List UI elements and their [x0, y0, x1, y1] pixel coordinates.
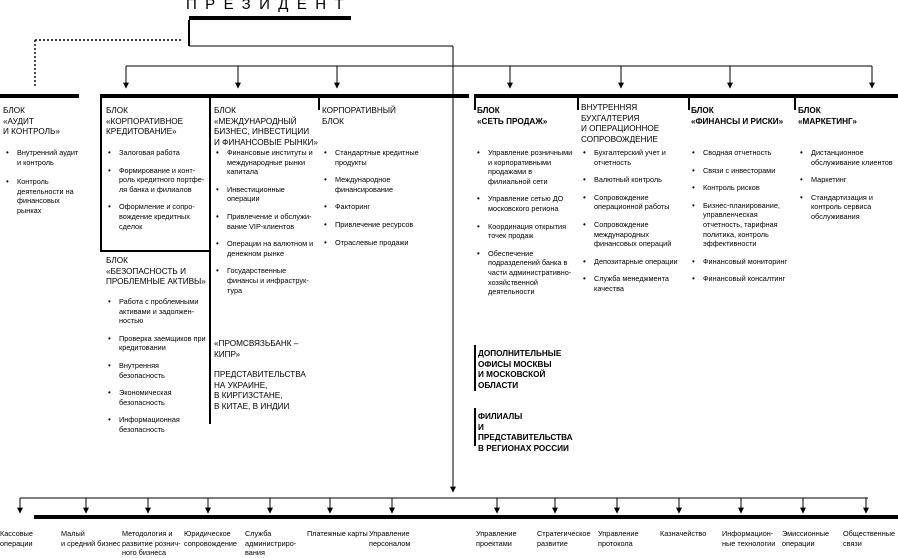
list-item: • Отраслевые продажи: [324, 238, 424, 248]
list-item: • Служба менеджмента качества: [583, 274, 687, 293]
block-intl-items: [216, 148, 316, 295]
list-item: • Связи с инвесторами: [692, 166, 792, 176]
bottom-unit-cards: Платежные карты: [307, 529, 368, 538]
list-item: • Международное финансирование: [324, 175, 424, 194]
bottom-unit-treasury: Казначейство: [660, 529, 707, 538]
moscow-offices: ДОПОЛНИТЕЛЬНЫЕ ОФИСЫ МОСКВЫ И МОСКОВСКОЙ ОБЛАСТИ: [478, 349, 562, 390]
security-divider: [100, 250, 209, 252]
bottom-bar: [34, 515, 898, 519]
block-marketing-items: [800, 148, 896, 222]
bottom-unit-cash: Кассовые операции: [0, 529, 33, 548]
bottom-unit-hr: Управление персоналом: [369, 529, 411, 548]
block-finance-title: БЛОК «ФИНАНСЫ И РИСКИ»: [691, 106, 784, 126]
promsvyazbank-cyprus: «ПРОМСВЯЗЬБАНК – КИПР»: [214, 339, 299, 359]
list-item: • Стандартные кредитные продукты: [324, 148, 424, 167]
block-intl-title: БЛОК «МЕЖДУНАРОДНЫЙ БИЗНЕС, ИНВЕСТИЦИИ И ФИНАНСОВЫЕ РЫНКИ»: [214, 106, 318, 147]
list-item: • Проверка заемщиков при кредитовании: [108, 334, 206, 353]
block-bar-audit: [0, 94, 79, 98]
bottom-unit-pr: Общественные связи: [843, 529, 896, 548]
block-audit-items: [6, 148, 80, 216]
bottom-unit-retail-methodology: Методология и развитие рознич- ного бизнеса: [122, 529, 181, 558]
list-item: • Оформление и сопро-вождение кредитных сделок: [108, 202, 206, 231]
president-bar: [189, 16, 351, 20]
list-item: • Бухгалтерский учет и отчетность: [583, 148, 687, 167]
block-accounting-items: [583, 148, 687, 294]
list-item: • Инвестиционные операции: [216, 185, 316, 204]
block-credit-title: БЛОК «КОРПОРАТИВНОЕ КРЕДИТОВАНИЕ»: [106, 106, 184, 136]
block-credit-items: [108, 148, 206, 231]
bottom-unit-protocol: Управление протокола: [598, 529, 639, 548]
block-audit-title: БЛОК «АУДИТ И КОНТРОЛЬ»: [3, 106, 60, 136]
list-item: • Валютный контроль: [583, 175, 687, 185]
bottom-unit-legal: Юридическое сопровождение: [184, 529, 237, 548]
list-item: • Обеспечение подразделений банка в части административно-хозяйственной деятельности: [477, 249, 575, 297]
block-security-title: БЛОК «БЕЗОПАСНОСТЬ И ПРОБЛЕМНЫЕ АКТИВЫ»: [106, 256, 206, 286]
list-item: • Депозитарные операции: [583, 257, 687, 267]
list-item: • Привлечение ресурсов: [324, 220, 424, 230]
list-item: • Финансовый мониторинг: [692, 257, 792, 267]
list-item: • Управление розничными и корпоративными продажами в филиальной сети: [477, 148, 575, 186]
bottom-unit-it: Информацион- ные технологии: [722, 529, 776, 548]
moscow-offices-rule: [474, 345, 476, 391]
list-item: • Стандартизация и контроль сервиса обслуживания: [800, 193, 896, 222]
separator-intl: [209, 94, 211, 424]
list-item: • Сопровождение международных финансовых операций: [583, 220, 687, 249]
block-sales-items: [477, 148, 575, 297]
list-item: • Маркетинг: [800, 175, 896, 185]
representations: ПРЕДСТАВИТЕЛЬСТВА НА УКРАИНЕ, В КИРГИЗСТАНЕ, В КИТАЕ, В ИНДИИ: [214, 370, 306, 411]
block-sales-title: БЛОК «СЕТЬ ПРОДАЖ»: [477, 106, 548, 126]
list-item: • Бизнес-планирование, управленческая отчетность, тарифная политика, контроль эффективности: [692, 201, 792, 249]
bottom-distribution: [20, 498, 868, 513]
list-item: • Контроль рисков: [692, 183, 792, 193]
list-item: • Залоговая работа: [108, 148, 206, 158]
block-accounting-title: ВНУТРЕННЯЯ БУХГАЛТЕРИЯ И ОПЕРАЦИОННОЕ СОПРОВОЖДЕНИЕ: [581, 103, 660, 144]
block-security-items: [108, 297, 206, 435]
list-item: • Контроль деятельности на финансовых рынках: [6, 177, 80, 215]
president-title: ПРЕЗИДЕНТ: [186, 0, 353, 13]
list-item: • Работа с проблемными активами и задолжен-ностью: [108, 297, 206, 326]
block-marketing-title: БЛОК «МАРКЕТИНГ»: [798, 106, 857, 126]
block-finance-items: [692, 148, 792, 284]
bottom-unit-administration: Служба администриро- вания: [245, 529, 297, 558]
list-item: • Привлечение и обслужи-вание VIP-клиентов: [216, 212, 316, 231]
block-corp-title: КОРПОРАТИВНЫЙ БЛОК: [322, 106, 396, 126]
bottom-unit-projects: Управление проектами: [476, 529, 517, 548]
bottom-unit-sme: Малый и средний бизнес: [61, 529, 121, 548]
list-item: • Координация открытия точек продаж: [477, 222, 575, 241]
list-item: • Внутренний аудит и контроль: [6, 148, 80, 167]
regional-branches: ФИЛИАЛЫ И ПРЕДСТАВИТЕЛЬСТВА В РЕГИОНАХ РОССИИ: [478, 412, 573, 453]
list-item: • Управление сетью ДО московского региона: [477, 194, 575, 213]
top-distribution: [126, 66, 872, 88]
list-item: • Финансовый консалтинг: [692, 274, 792, 284]
block-bar-retail: [474, 94, 898, 98]
list-item: • Сводная отчетность: [692, 148, 792, 158]
separator-corp: [318, 94, 320, 110]
list-item: • Факторинг: [324, 202, 424, 212]
list-item: • Операции на валютном и денежном рынке: [216, 239, 316, 258]
block-bar-corporate: [100, 94, 469, 98]
separator-accounting: [577, 94, 579, 110]
separator-credit: [100, 94, 102, 252]
list-item: • Государственные финансы и инфраструк-тура: [216, 266, 316, 295]
list-item: • Дистанционное обслуживание клиентов: [800, 148, 896, 167]
list-item: • Информационная безопасность: [108, 415, 206, 434]
list-item: • Сопровождение операционной работы: [583, 193, 687, 212]
list-item: • Финансовые институты и международные рынки капитала: [216, 148, 316, 177]
list-item: • Внутренняя безопасность: [108, 361, 206, 380]
separator-sales: [474, 94, 476, 110]
bottom-unit-emission: Эмиссионные операции: [782, 529, 830, 548]
list-item: • Экономическая безопасность: [108, 388, 206, 407]
regional-branches-rule: [474, 408, 476, 446]
list-item: • Формирование и конт-роль кредитного портфе-ля банка и филиалов: [108, 166, 206, 195]
bottom-unit-strategy: Стратегическое развитие: [537, 529, 591, 548]
block-corp-items: [324, 148, 424, 247]
